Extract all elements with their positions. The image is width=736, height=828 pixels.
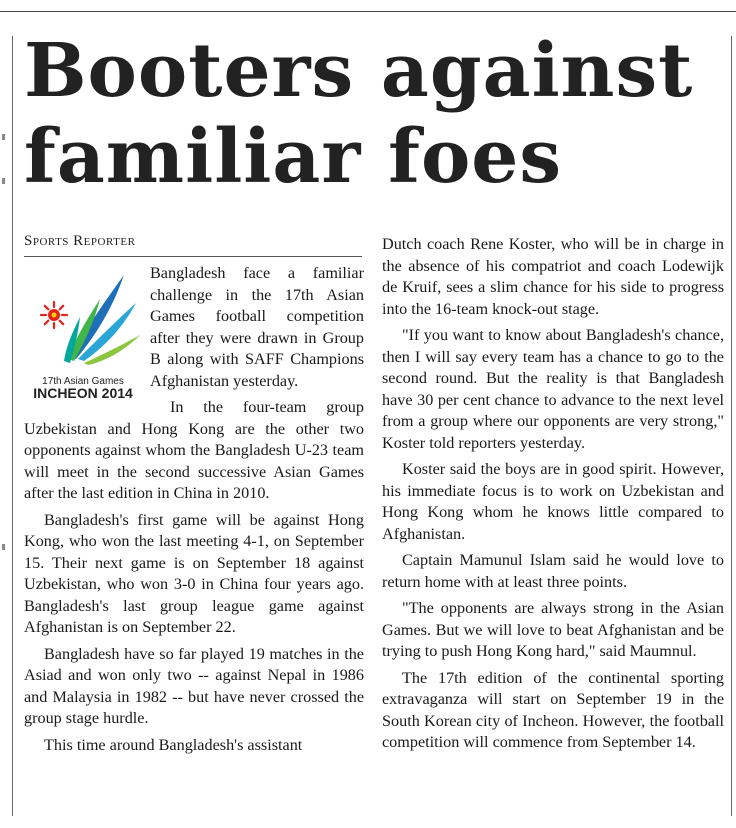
paragraph: The 17th edition of the continental sporting extravaganza will start on September 19 in the South Korean city of Incheon. However, the football competition will commence from September 14.: [382, 668, 724, 751]
asian-games-logo: [24, 265, 142, 405]
byline-rule: [24, 256, 362, 257]
article-column-1: [24, 263, 364, 761]
paragraph: Bangladesh face a familiar challenge in the 17th Asian Games football competition after they were drawn in Group B along with SAFF Champions Afghanistan yesterday.: [150, 264, 364, 390]
edge-mark: [2, 178, 5, 184]
edge-mark: [2, 134, 5, 140]
top-rule: [0, 11, 736, 12]
paragraph: Bangladesh's first game will be against Hong Kong, who won the last meeting 4-1, on September 15. Their next game is on September 18 against Uzbekistan, who won 3-0 in China four years ago. Bangladesh's last group league game against Afghanistan is on September 22.: [24, 510, 364, 636]
paragraph: Bangladesh have so far played 19 matches in the Asiad and won only two -- against Nepal in 1986 and Malaysia in 1982 -- but have never crossed the group stage hurdle.: [24, 644, 364, 727]
paragraph: "If you want to know about Bangladesh's chance, then I will say every team has a chance to go to the second round. But the reality is that Bangladesh have 30 per cent chance to advance to the next level from a group where our opponents are very strong," Koster told reporters yesterday.: [382, 326, 724, 452]
article-column-2: [382, 234, 724, 759]
byline: Sports Reporter: [24, 233, 136, 249]
paragraph: Koster said the boys are in good spirit. However, his immediate focus is to work on Uzbekistan and Hong Kong whom he knows little compared to Afghanistan.: [382, 460, 724, 543]
left-column-rule: [12, 36, 13, 816]
asian-games-emblem-icon: [24, 265, 142, 369]
headline: Booters against familiar foes: [24, 28, 694, 200]
right-column-rule: [731, 36, 732, 816]
paragraph: Dutch coach Rene Koster, who will be in charge in the absence of his compatriot and coach Lodewijk de Kruif, sees a slim chance for his side to progress into the 16-team knock-out stage.: [382, 235, 724, 318]
paragraph: This time around Bangladesh's assistant: [44, 735, 303, 754]
paragraph: "The opponents are always strong in the Asian Games. But we will love to beat Afghanistan and be trying to push Hong Kong hard," said Maumnul.: [382, 599, 724, 660]
paragraph: In the four-team group Uzbekistan and Hong Kong are the other two opponents against whom the Bangladesh U-23 team will meet in the second successive Asian Games after the last edition in China in 2010.: [24, 398, 364, 502]
logo-caption-line2: INCHEON 2014: [33, 385, 133, 401]
edge-mark: [2, 544, 5, 550]
logo-caption-line1: 17th Asian Games: [42, 376, 124, 387]
paragraph: Captain Mamunul Islam said he would love to return home with at least three points.: [382, 551, 724, 591]
